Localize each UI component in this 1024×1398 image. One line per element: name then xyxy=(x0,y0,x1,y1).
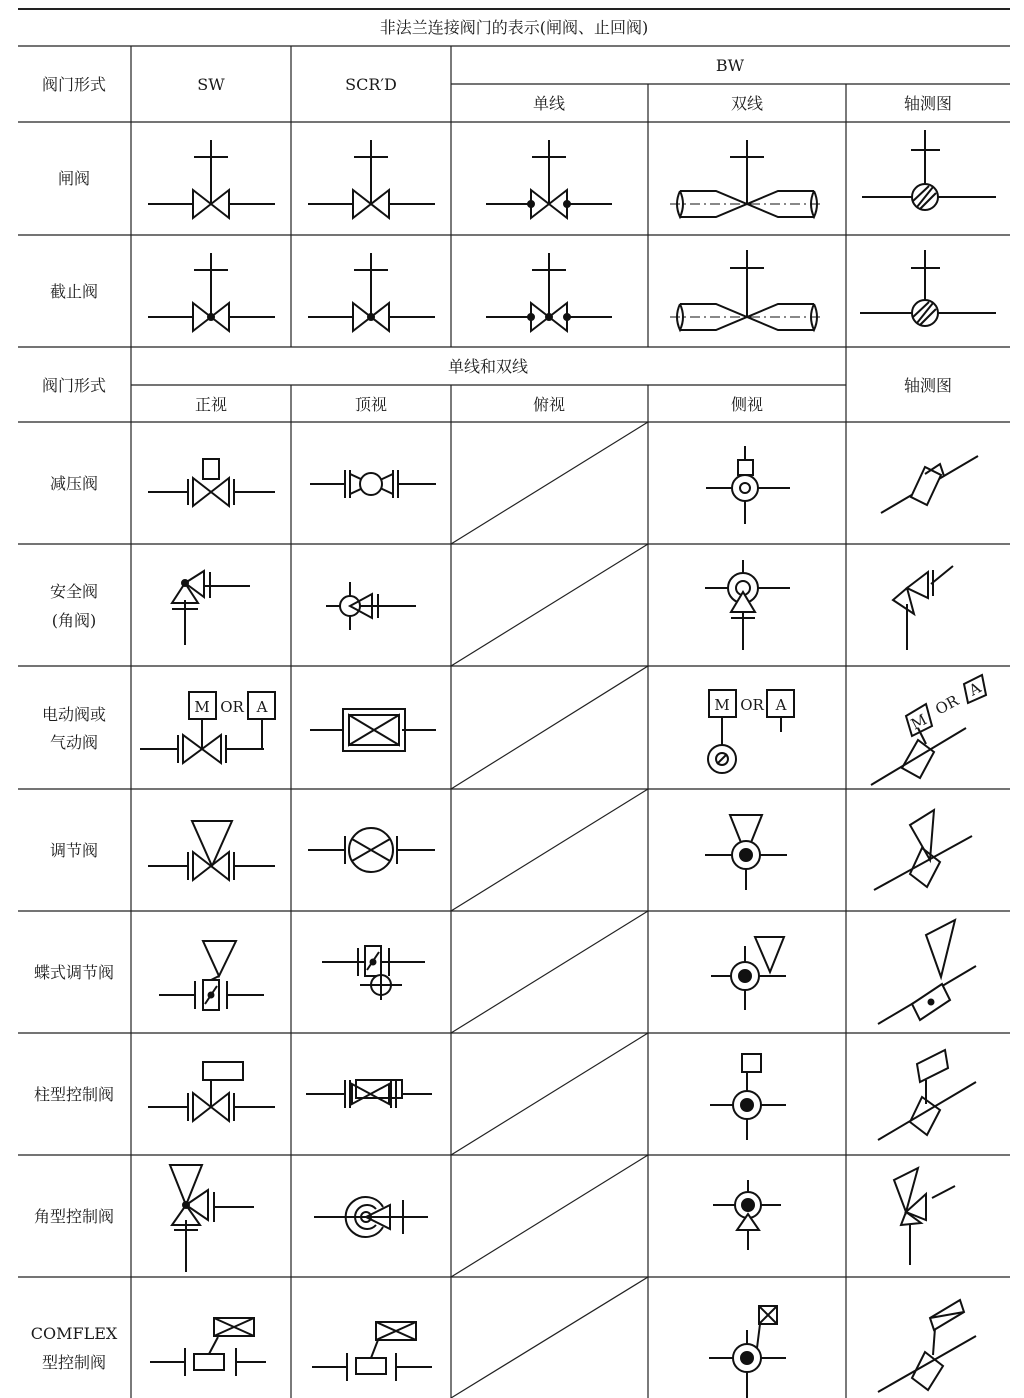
table-title: 非法兰连接阀门的表示(闸阀、止回阀) xyxy=(379,18,649,37)
piston-control-valve-iso-icon xyxy=(878,1050,976,1140)
butterfly-control-valve-front-icon xyxy=(159,941,264,1010)
header-sw: SW xyxy=(197,75,225,94)
row-label: 调节阀 xyxy=(49,841,99,860)
row-label: COMFLEX xyxy=(30,1324,118,1343)
header-bw-single: 单线 xyxy=(532,94,566,113)
actuator-motor-label: M xyxy=(907,710,931,734)
row-label: 截止阀 xyxy=(49,282,99,301)
safety-valve-iso-icon xyxy=(893,566,953,650)
safety-valve-top-icon xyxy=(326,582,416,630)
control-valve-front-icon xyxy=(148,821,275,880)
angle-control-valve-front-icon xyxy=(170,1165,254,1272)
row-label-2: (角阀) xyxy=(51,611,97,630)
globe-valve-bw-double-icon xyxy=(670,250,824,330)
header-group: 单线和双线 xyxy=(447,357,529,376)
header-side: 侧视 xyxy=(730,395,764,414)
actuator-air-label: A xyxy=(775,696,787,714)
motor-operated-valve-iso-icon xyxy=(871,675,986,785)
row-label: 安全阀 xyxy=(49,582,99,601)
header-scrd: SCR′D xyxy=(345,75,397,94)
header-bw: BW xyxy=(715,56,745,75)
actuator-motor-label: M xyxy=(714,696,730,714)
header-plan: 俯视 xyxy=(532,395,566,414)
gate-valve-iso-icon xyxy=(862,130,996,210)
row-label: 蝶式调节阀 xyxy=(33,963,115,982)
safety-valve-front-icon xyxy=(172,571,250,645)
actuator-or-label: OR xyxy=(932,691,962,719)
row-label: 柱型控制阀 xyxy=(33,1085,115,1104)
pressure-reducing-valve-iso-icon xyxy=(881,456,978,513)
header-bw-double: 双线 xyxy=(730,94,764,113)
header-top: 顶视 xyxy=(354,395,388,414)
gate-valve-sw-icon xyxy=(148,140,275,218)
comflex-control-valve-side-icon xyxy=(709,1306,786,1398)
globe-valve-bw-single-icon xyxy=(486,253,612,331)
header-valve-form: 阀门形式 xyxy=(41,75,107,94)
pressure-reducing-valve-side-icon xyxy=(706,446,790,524)
row-label: 减压阀 xyxy=(49,474,99,493)
piston-control-valve-top-icon xyxy=(306,1080,432,1108)
butterfly-control-valve-side-icon xyxy=(711,937,786,1010)
piston-control-valve-front-icon xyxy=(148,1062,275,1121)
comflex-control-valve-top-icon xyxy=(312,1322,432,1381)
actuator-or-label: OR xyxy=(740,696,764,714)
row-label: 闸阀 xyxy=(57,169,91,188)
control-valve-top-icon xyxy=(308,828,435,872)
header-valve-form: 阀门形式 xyxy=(41,376,107,395)
pressure-reducing-valve-top-icon xyxy=(310,470,436,498)
row-label-2: 气动阀 xyxy=(49,733,99,752)
safety-valve-side-icon xyxy=(705,560,790,650)
gate-valve-bw-single-icon xyxy=(486,140,612,218)
globe-valve-sw-icon xyxy=(148,253,275,331)
comflex-control-valve-front-icon xyxy=(150,1318,266,1376)
pressure-reducing-valve-front-icon xyxy=(148,459,275,506)
angle-control-valve-top-icon xyxy=(314,1197,428,1237)
row-label: 电动阀或 xyxy=(41,705,107,724)
globe-valve-scrd-icon xyxy=(308,253,435,331)
actuator-air-label: A xyxy=(256,698,268,716)
control-valve-side-icon xyxy=(705,815,787,890)
header-iso: 轴测图 xyxy=(903,376,953,395)
angle-control-valve-iso-icon xyxy=(894,1168,955,1265)
row-label: 角型控制阀 xyxy=(33,1207,115,1226)
motor-operated-valve-top-icon xyxy=(310,709,436,751)
actuator-air-label: A xyxy=(965,678,985,700)
globe-valve-iso-icon xyxy=(860,250,996,326)
butterfly-control-valve-top-icon xyxy=(322,946,425,1000)
angle-control-valve-side-icon xyxy=(713,1180,781,1250)
control-valve-iso-icon xyxy=(874,810,972,890)
table-grid xyxy=(18,9,1010,1398)
row-label-2: 型控制阀 xyxy=(41,1353,107,1372)
piston-control-valve-side-icon xyxy=(710,1054,786,1140)
butterfly-control-valve-iso-icon xyxy=(878,920,976,1024)
gate-valve-scrd-icon xyxy=(308,140,435,218)
actuator-or-label: OR xyxy=(220,698,244,716)
comflex-control-valve-iso-icon xyxy=(878,1300,976,1392)
header-front: 正视 xyxy=(194,395,228,414)
actuator-motor-label: M xyxy=(194,698,210,716)
header-bw-iso: 轴测图 xyxy=(903,94,953,113)
gate-valve-bw-double-icon xyxy=(670,140,824,217)
